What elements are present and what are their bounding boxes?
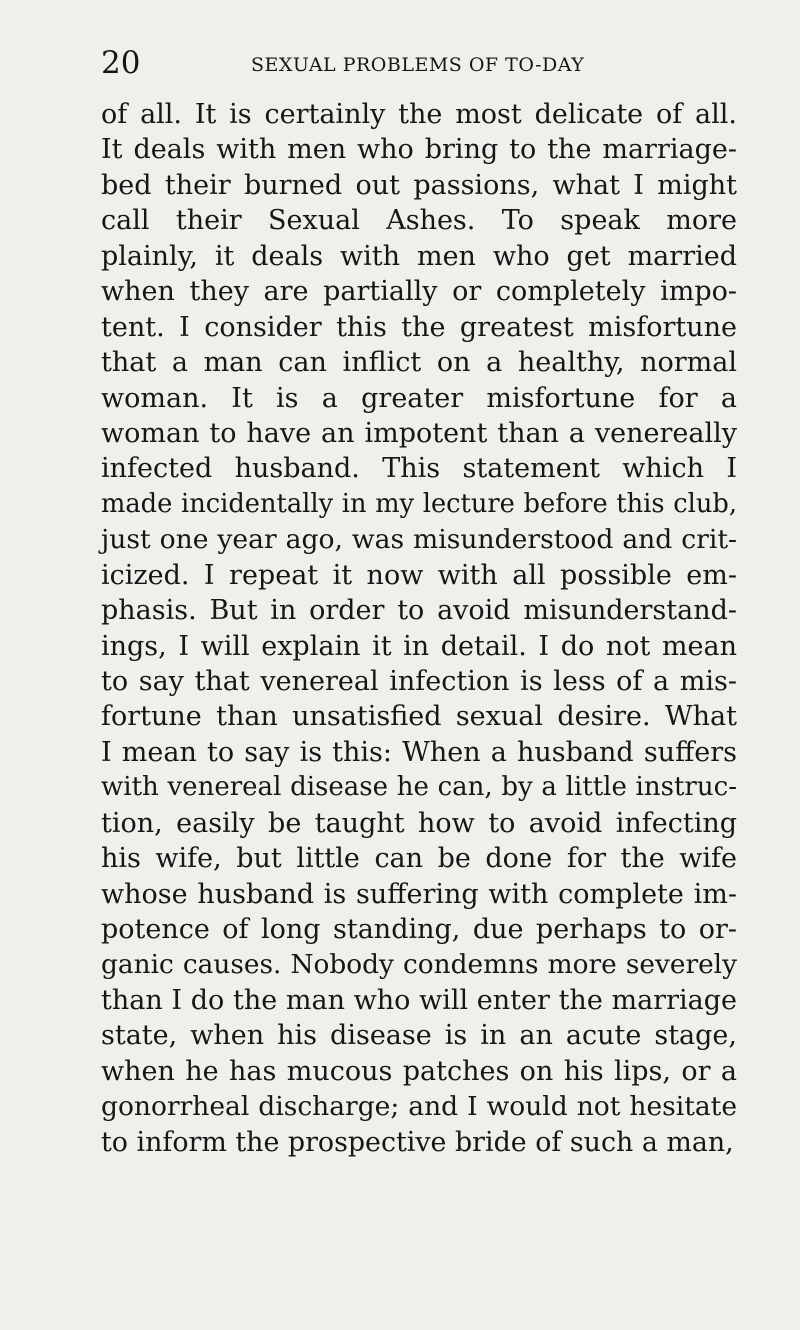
- text-line: woman to have an impotent than a venereally: [101, 417, 737, 449]
- text-line: state, when his disease is in an acute stage,: [101, 1020, 737, 1052]
- text-line: his wife, but little can be done for the wife: [101, 843, 737, 875]
- running-head-title: SEXUAL PROBLEMS OF TO-DAY: [251, 54, 585, 76]
- text-line: icized. I repeat it now with all possible em-: [101, 559, 737, 591]
- text-line: made incidentally in my lecture before this club,: [101, 488, 737, 519]
- text-line: plainly, it deals with men who get married: [101, 240, 737, 272]
- text-line: when he has mucous patches on his lips, or a: [101, 1055, 737, 1087]
- body-text: [101, 97, 737, 1160]
- text-line: ganic causes. Nobody condemns more severely: [101, 949, 737, 980]
- text-line: gonorrheal discharge; and I would not hesitate: [101, 1091, 737, 1123]
- text-line: with venereal disease he can, by a little instruc-: [101, 772, 737, 803]
- text-line: ings, I will explain it in detail. I do not mean: [101, 630, 737, 662]
- text-line: tent. I consider this the greatest misfortune: [101, 311, 737, 343]
- text-line: potence of long standing, due perhaps to or-: [101, 914, 737, 946]
- text-line: fortune than unsatisfied sexual desire. What: [101, 701, 737, 733]
- text-line: phasis. But in order to avoid misunderstand-: [101, 595, 737, 627]
- text-line: of all. It is certainly the most delicate of all.: [101, 99, 737, 130]
- text-line: than I do the man who will enter the marriage: [101, 984, 737, 1016]
- text-line: infected husband. This statement which I: [101, 453, 737, 485]
- text-line: when they are partially or completely impo-: [101, 276, 737, 308]
- text-line: bed their burned out passions, what I might: [101, 169, 737, 201]
- text-line: that a man can inflict on a healthy, normal: [101, 347, 737, 379]
- text-line: to say that venereal infection is less of a mis-: [101, 666, 737, 697]
- running-head: [101, 44, 737, 84]
- page-number: 20: [101, 45, 141, 81]
- text-line: to inform the prospective bride of such a man,: [101, 1126, 734, 1158]
- text-line: tion, easily be taught how to avoid infecting: [101, 807, 737, 839]
- text-line: just one year ago, was misunderstood and crit-: [101, 524, 737, 556]
- text-line: call their Sexual Ashes. To speak more: [101, 205, 737, 237]
- text-line: whose husband is suffering with complete im-: [101, 878, 737, 910]
- text-line: It deals with men who bring to the marriage-: [101, 134, 737, 166]
- text-line: I mean to say is this: When a husband suffers: [101, 736, 737, 768]
- text-line: woman. It is a greater misfortune for a: [101, 382, 737, 414]
